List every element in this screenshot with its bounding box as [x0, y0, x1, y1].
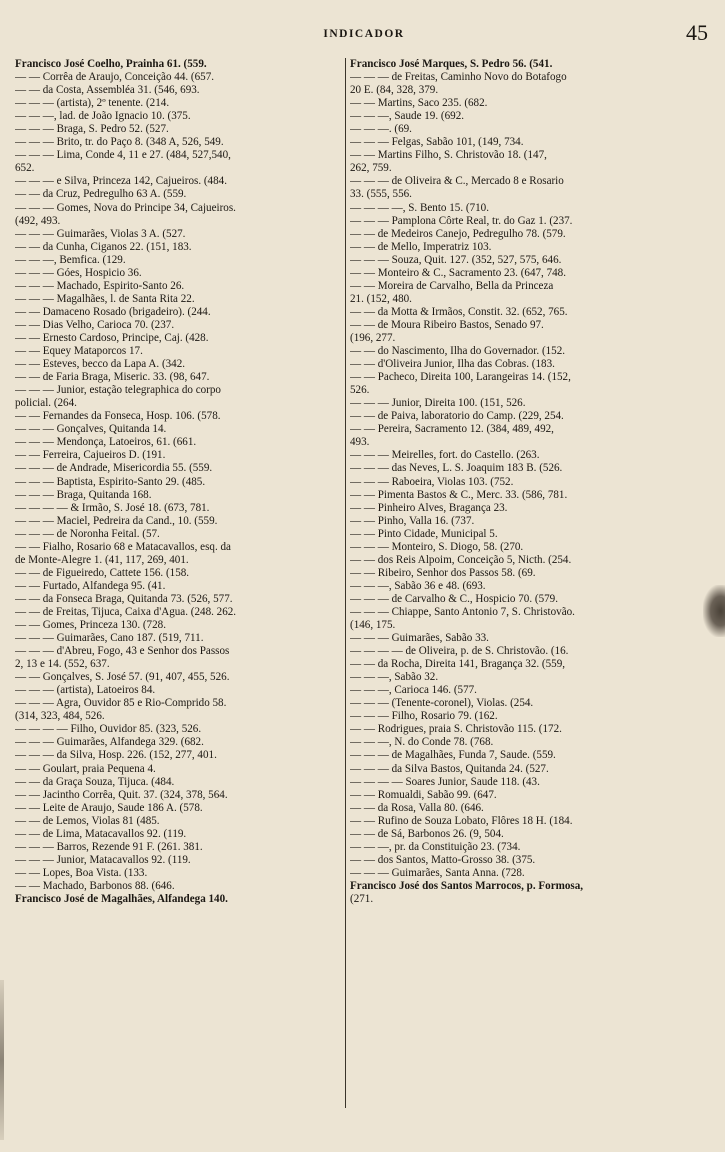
- directory-entry: — — — de Andrade, Misericordia 55. (559.: [15, 462, 213, 475]
- directory-entry: — — Damaceno Rosado (brigadeiro). (244.: [15, 305, 211, 318]
- directory-entry: — — — Machado, Espirito-Santo 26.: [15, 279, 185, 292]
- directory-entry: — — —, Saude 19. (692.: [350, 110, 465, 123]
- directory-entry: — — Pereira, Sacramento 12. (384, 489, 492,: [350, 423, 554, 436]
- directory-entry: — — — Pamplona Côrte Real, tr. do Gaz 1. (237.: [350, 214, 573, 227]
- right-column: [350, 58, 692, 906]
- directory-entry: — — de Mello, Imperatriz 103.: [350, 240, 492, 253]
- directory-entry: — — de Sá, Barbonos 26. (9, 504.: [350, 827, 504, 840]
- directory-entry: — — dos Reis Alpoim, Conceição 5, Nicth. (254.: [350, 553, 572, 566]
- directory-entry: — — —, Sabão 36 e 48. (693.: [350, 579, 486, 592]
- directory-entry: — — — — Soares Junior, Saude 118. (43.: [350, 775, 540, 788]
- directory-entry: — — Monteiro & C., Sacramento 23. (647, 748.: [350, 266, 566, 279]
- directory-entry: — — — Junior, estação telegraphica do corpo: [15, 384, 221, 397]
- directory-entry: — — de Faria Braga, Miseric. 33. (98, 647.: [15, 371, 210, 384]
- directory-entry: — — — Barros, Rezende 91 F. (261. 381.: [15, 840, 203, 853]
- directory-entry: — — de Paiva, laboratorio do Camp. (229, 254.: [350, 410, 564, 423]
- directory-entry: — — —, pr. da Constituição 23. (734.: [350, 840, 521, 853]
- directory-entry: — — — — Filho, Ouvidor 85. (323, 526.: [15, 723, 202, 736]
- directory-entry: — — da Fonseca Braga, Quitanda 73. (526, 577.: [15, 592, 233, 605]
- directory-entry: — — Romualdi, Sabão 99. (647.: [350, 788, 497, 801]
- directory-entry: — — — Guimarães, Cano 187. (519, 711.: [15, 632, 204, 645]
- directory-entry: — — de Lemos, Violas 81 (485.: [15, 814, 160, 827]
- directory-entry: — — Rufino de Souza Lobato, Flôres 18 H. (184.: [350, 814, 573, 827]
- directory-entry: — — — Gonçalves, Quitanda 14.: [15, 423, 167, 436]
- directory-entry: — — Machado, Barbonos 88. (646.: [15, 879, 175, 892]
- directory-entry: — — Fernandes da Fonseca, Hosp. 106. (578.: [15, 410, 221, 423]
- directory-entry: — — Furtado, Alfandega 95. (41.: [15, 579, 166, 592]
- directory-entry: 20 E. (84, 328, 379.: [350, 84, 439, 97]
- directory-entry: — — —. (69.: [350, 123, 412, 136]
- directory-entry: — — Goulart, praia Pequena 4.: [15, 762, 156, 775]
- directory-entry: — — — —, S. Bento 15. (710.: [350, 201, 489, 214]
- directory-entry: — — de Figueiredo, Cattete 156. (158.: [15, 566, 190, 579]
- directory-entry: — — Lopes, Boa Vista. (133.: [15, 866, 148, 879]
- directory-entry: — — —, Carioca 146. (577.: [350, 684, 477, 697]
- directory-entry: — — Ferreira, Cajueiros D. (191.: [15, 449, 166, 462]
- directory-entry: — — — de Oliveira & C., Mercado 8 e Rosario: [350, 175, 564, 188]
- directory-entry: — — da Motta & Irmãos, Constit. 32. (652, 765.: [350, 305, 568, 318]
- directory-entry: — — Martins Filho, S. Christovão 18. (147,: [350, 149, 547, 162]
- directory-entry: — — Rodrigues, praia S. Christovão 115. (172.: [350, 723, 562, 736]
- directory-entry: — — — Baptista, Espirito-Santo 29. (485.: [15, 475, 206, 488]
- directory-entry: — — — Mendonça, Latoeiros, 61. (661.: [15, 436, 197, 449]
- directory-entry: Francisco José de Magalhães, Alfandega 140.: [15, 893, 228, 905]
- directory-entry: — — da Rosa, Valla 80. (646.: [350, 801, 484, 814]
- directory-entry: — — —, Sabão 32.: [350, 671, 439, 684]
- directory-entry: — — — Monteiro, S. Diogo, 58. (270.: [350, 540, 524, 553]
- directory-entry: — — — (artista), Latoeiros 84.: [15, 684, 156, 697]
- directory-entry: — — Fialho, Rosario 68 e Matacavallos, esq. da: [15, 540, 231, 553]
- directory-entry: — — — Guimarães, Alfandega 329. (682.: [15, 736, 204, 749]
- directory-entry: — — — (Tenente-coronel), Violas. (254.: [350, 697, 534, 710]
- directory-entry: — — Pinho, Valla 16. (737.: [350, 514, 475, 527]
- directory-entry: — — Pacheco, Direita 100, Larangeiras 14. (152,: [350, 371, 571, 384]
- directory-entry: — — — Raboeira, Violas 103. (752.: [350, 475, 514, 488]
- directory-entry: — — — — de Oliveira, p. de S. Christovão. (16.: [350, 645, 569, 658]
- directory-entry: — — de Freitas, Tijuca, Caixa d'Agua. (248. 262.: [15, 605, 237, 618]
- directory-entry: — — Corrêa de Araujo, Conceição 44. (657.: [15, 71, 215, 84]
- directory-entry: 33. (555, 556.: [350, 188, 412, 201]
- directory-entry: — — — Magalhães, l. de Santa Rita 22.: [15, 292, 195, 305]
- directory-entry: 2, 13 e 14. (552, 637.: [15, 658, 110, 671]
- directory-entry: — — do Nascimento, Ilha do Governador. (152.: [350, 345, 566, 358]
- directory-entry: — — — de Freitas, Caminho Novo do Botafogo: [350, 71, 567, 84]
- directory-entry: — — — Junior, Direita 100. (151, 526.: [350, 397, 526, 410]
- directory-entry: — — Moreira de Carvalho, Bella da Princeza: [350, 279, 554, 292]
- binding-gutter: [0, 980, 4, 1140]
- directory-entry: — — Ernesto Cardoso, Principe, Caj. (428.: [15, 331, 209, 344]
- directory-entry: — — Pinheiro Alves, Bragança 23.: [350, 501, 508, 514]
- running-title: INDICADOR: [323, 28, 405, 40]
- directory-entry: — — Pimenta Bastos & C., Merc. 33. (586, 781.: [350, 488, 568, 501]
- directory-entry: — — — Filho, Rosario 79. (162.: [350, 710, 498, 723]
- directory-entry: — — — Agra, Ouvidor 85 e Rio-Comprido 58.: [15, 697, 227, 710]
- directory-entry: — — da Graça Souza, Tijuca. (484.: [15, 775, 175, 788]
- directory-entry: — — — Gomes, Nova do Principe 34, Cajueiros.: [15, 201, 236, 214]
- directory-entry: — — Gomes, Princeza 130. (728.: [15, 619, 166, 632]
- directory-entry: — — — de Noronha Feital. (57.: [15, 527, 160, 540]
- directory-entry: — — —, lad. de João Ignacio 10. (375.: [15, 110, 191, 123]
- directory-entry: — — — Góes, Hospicio 36.: [15, 266, 142, 279]
- directory-entry: — — — Braga, S. Pedro 52. (527.: [15, 123, 169, 136]
- page-edge-stain: [703, 585, 725, 637]
- directory-entry: — — Gonçalves, S. José 57. (91, 407, 455, 526.: [15, 671, 230, 684]
- directory-entry: — — d'Oliveira Junior, Ilha das Cobras. (183.: [350, 358, 555, 371]
- directory-entry: — — de Medeiros Canejo, Pedregulho 78. (579.: [350, 227, 566, 240]
- directory-entry: de Monte-Alegre 1. (41, 117, 269, 401.: [15, 553, 189, 566]
- directory-entry: — — da Cruz, Pedregulho 63 A. (559.: [15, 188, 187, 201]
- directory-entry: — — — Guimarães, Sabão 33.: [350, 632, 489, 645]
- directory-entry: — — — e Silva, Princeza 142, Cajueiros. (484.: [15, 175, 227, 188]
- directory-entry: (314, 323, 484, 526.: [15, 710, 105, 723]
- directory-entry: — — — Guimarães, Santa Anna. (728.: [350, 866, 525, 879]
- directory-entry: — — — Chiappe, Santo Antonio 7, S. Christovão.: [350, 605, 575, 618]
- directory-entry: policial. (264.: [15, 397, 77, 410]
- directory-entry: 526.: [350, 384, 370, 397]
- directory-entry: Francisco José Coelho, Prainha 61. (559.: [15, 58, 207, 70]
- directory-entry: — — — Felgas, Sabão 101, (149, 734.: [350, 136, 524, 149]
- directory-entry: (196, 277.: [350, 331, 396, 344]
- directory-entry: — — — (artista), 2º tenente. (214.: [15, 97, 170, 110]
- directory-entry: — — — de Carvalho & C., Hospicio 70. (579.: [350, 592, 558, 605]
- directory-entry: (492, 493.: [15, 214, 61, 227]
- directory-entry: — — Ribeiro, Senhor dos Passos 58. (69.: [350, 566, 536, 579]
- directory-entry: — — da Rocha, Direita 141, Bragança 32. (559,: [350, 658, 566, 671]
- directory-entry: — — dos Santos, Matto-Grosso 38. (375.: [350, 853, 536, 866]
- directory-entry: (271.: [350, 893, 374, 905]
- directory-entry: Francisco José dos Santos Marrocos, p. Formosa,: [350, 879, 584, 892]
- directory-entry: — — Esteves, becco da Lapa A. (342.: [15, 358, 186, 371]
- column-divider: [345, 58, 346, 1108]
- directory-entry: — — da Costa, Assembléa 31. (546, 693.: [15, 84, 200, 97]
- directory-entry: — — Jacintho Corrêa, Quit. 37. (324, 378, 564.: [15, 788, 228, 801]
- directory-entry: — — — Junior, Matacavallos 92. (119.: [15, 853, 191, 866]
- directory-entry: — — — d'Abreu, Fogo, 43 e Senhor dos Passos: [15, 645, 230, 658]
- directory-entry: 262, 759.: [350, 162, 392, 175]
- directory-entry: 493.: [350, 436, 370, 449]
- directory-entry: — — — Meirelles, fort. do Castello. (263.: [350, 449, 540, 462]
- directory-entry: — — — Braga, Quitanda 168.: [15, 488, 152, 501]
- directory-entry: — — — Brito, tr. do Paço 8. (348 A, 526, 549.: [15, 136, 224, 149]
- directory-entry: — — —, Bemfica. (129.: [15, 253, 126, 266]
- directory-entry: — — Dias Velho, Carioca 70. (237.: [15, 318, 175, 331]
- directory-entry: — — Equey Mataporcos 17.: [15, 345, 143, 358]
- directory-entry: — — — Lima, Conde 4, 11 e 27. (484, 527,540,: [15, 149, 231, 162]
- directory-entry: — — — Souza, Quit. 127. (352, 527, 575, 646.: [350, 253, 562, 266]
- directory-entry: — — — de Magalhães, Funda 7, Saude. (559.: [350, 749, 556, 762]
- directory-entry: — — Martins, Saco 235. (682.: [350, 97, 488, 110]
- directory-entry: 652.: [15, 162, 35, 175]
- directory-entry: — — — da Silva, Hosp. 226. (152, 277, 401.: [15, 749, 217, 762]
- left-column: [15, 58, 345, 906]
- page-header: [14, 22, 714, 48]
- page-number: 45: [686, 20, 708, 45]
- directory-entry: — — — Maciel, Pedreira da Cand., 10. (559.: [15, 514, 218, 527]
- directory-entry: — — — — & Irmão, S. José 18. (673, 781.: [15, 501, 210, 514]
- directory-entry: — — — das Neves, L. S. Joaquim 183 B. (526.: [350, 462, 563, 475]
- directory-entry: — — de Moura Ribeiro Bastos, Senado 97.: [350, 318, 544, 331]
- directory-entry: — — —, N. do Conde 78. (768.: [350, 736, 494, 749]
- directory-entry: — — da Cunha, Ciganos 22. (151, 183.: [15, 240, 192, 253]
- directory-entry: — — — da Silva Bastos, Quitanda 24. (527.: [350, 762, 549, 775]
- directory-entry: — — de Lima, Matacavallos 92. (119.: [15, 827, 187, 840]
- directory-entry: — — Pinto Cidade, Municipal 5.: [350, 527, 498, 540]
- directory-entry: Francisco José Marques, S. Pedro 56. (541.: [350, 58, 553, 70]
- directory-entry: 21. (152, 480.: [350, 292, 412, 305]
- directory-entry: — — Leite de Araujo, Saude 186 A. (578.: [15, 801, 203, 814]
- directory-entry: — — — Guimarães, Violas 3 A. (527.: [15, 227, 186, 240]
- directory-entry: (146, 175.: [350, 619, 396, 632]
